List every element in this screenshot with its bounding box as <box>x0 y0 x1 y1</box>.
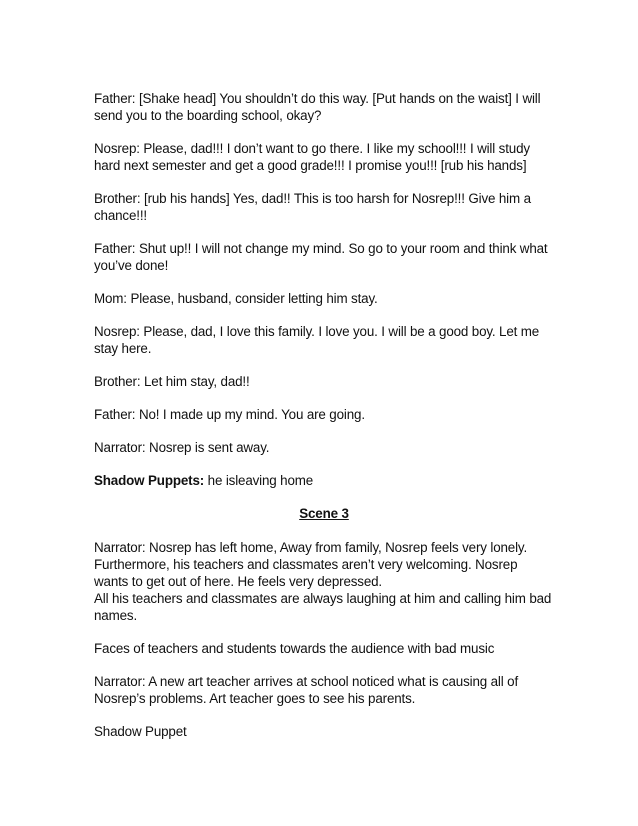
faces-stage-direction: Faces of teachers and students towards the audience with bad music <box>94 641 495 656</box>
dialogue-line-nosrep-1: Nosrep: Please, dad!!! I don’t want to go there. I like my school!!! I will study hard next semester and get a good grade!!! I promise you!!! [rub his hands] <box>94 141 530 173</box>
dialogue-line-brother-1: Brother: [rub his hands] Yes, dad!! This is too harsh for Nosrep!!! Give him a chance!!! <box>94 191 531 223</box>
dialogue-line-nosrep-2: Nosrep: Please, dad, I love this family. I love you. I will be a good boy. Let me stay here. <box>94 324 540 356</box>
narrator-scene3-part2: All his teachers and classmates are always laughing at him and calling him bad names. <box>94 591 552 623</box>
dialogue-line-mom: Mom: Please, husband, consider letting him stay. <box>94 291 378 306</box>
dialogue-line-father-2: Father: Shut up!! I will not change my mind. So go to your room and think what you’ve done! <box>94 241 548 273</box>
dialogue-line-father-3: Father: No! I made up my mind. You are going. <box>94 407 365 422</box>
dialogue-line-brother-2: Brother: Let him stay, dad!! <box>94 374 250 389</box>
shadow-puppets-text: he isleaving home <box>204 473 314 488</box>
shadow-puppet-final: Shadow Puppet <box>94 724 187 739</box>
narrator-scene3-part1: Narrator: Nosrep has left home, Away from family, Nosrep feels very lonely. Furthermore, his teachers and classmates aren’t very welcoming. Nosrep wants to get out of here. He feels very depressed. <box>94 540 528 589</box>
narrator-line-sent-away: Narrator: Nosrep is sent away. <box>94 440 270 455</box>
shadow-puppets-line <box>94 472 554 489</box>
narrator-art-teacher: Narrator: A new art teacher arrives at school noticed what is causing all of Nosrep’s problems. Art teacher goes to see his parents. <box>94 674 519 706</box>
dialogue-line-father-1: Father: [Shake head] You shouldn’t do this way. [Put hands on the waist] I will send you to the boarding school, okay? <box>94 91 541 123</box>
shadow-puppets-label: Shadow Puppets: <box>94 473 205 488</box>
script-text <box>94 90 554 756</box>
scene-heading: Scene 3 <box>299 506 349 521</box>
